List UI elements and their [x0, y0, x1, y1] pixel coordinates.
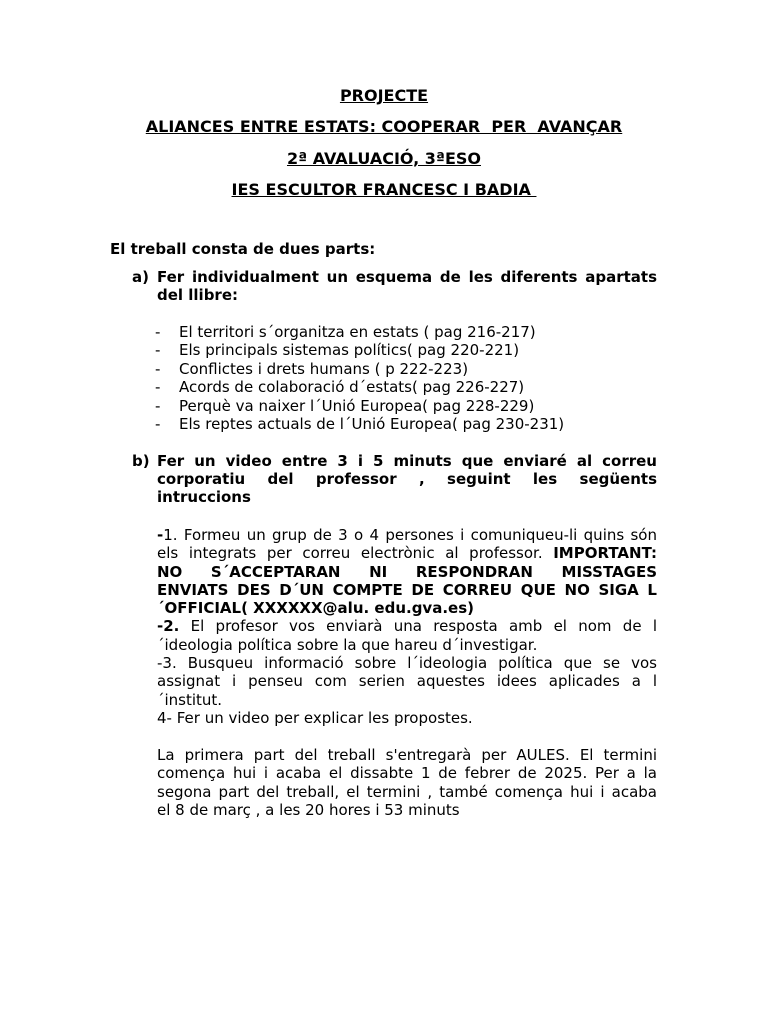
bullet-dash: -	[155, 396, 161, 415]
step-1-line-1	[157, 526, 657, 544]
part-a-line-1: Fer individualment un esquema de les diferents apartats	[157, 268, 657, 286]
list-item-text: Perquè va naixer l´Unió Europea( pag 228-229)	[179, 396, 535, 415]
step-1-line-2	[157, 544, 657, 562]
bullet-dash: -	[155, 359, 161, 378]
list-item	[155, 378, 564, 396]
important-label: IMPORTANT:	[553, 544, 657, 563]
chapter-list	[155, 323, 564, 433]
closing-line-3: segona part del treball, el termini , també comença hui i acaba	[157, 782, 657, 801]
bullet-dash: -	[155, 378, 161, 397]
closing-line-1: La primera part del treball s'entregarà per AULES. El termini	[157, 746, 657, 764]
document-title: PROJECTE	[339, 86, 429, 105]
part-a-heading	[157, 268, 657, 304]
step-2-text: El profesor vos enviarà una resposta amb el nom de l	[179, 617, 657, 636]
list-item	[155, 397, 564, 415]
list-item	[155, 415, 564, 433]
warning-line-1: NO S´ACCEPTARAN NI RESPONDRAN MISSTAGES	[157, 562, 657, 581]
part-b-line-2: corporatiu del professor , seguint les següents	[157, 470, 657, 488]
step-1-text: 1. Formeu un grup de 3 o 4 persones i comuniqueu-li quins són	[163, 526, 657, 544]
evaluation-heading: 2ª AVALUACIÓ, 3ªESO	[286, 149, 481, 168]
instructions-block	[157, 526, 657, 727]
step-3-line-2: assignat i penseu com serien aquestes idees aplicades a l	[157, 672, 657, 691]
list-item	[155, 360, 564, 378]
warning-line-2: ENVIATS DES D´UN COMPTE DE CORREU QUE NO SIGA L	[157, 580, 657, 599]
step-3-line-3: ´institut.	[157, 690, 223, 709]
list-item-text: El territori s´organitza en estats ( pag 216-217)	[179, 323, 536, 341]
part-b-line-1: Fer un video entre 3 i 5 minuts que enviaré al correu	[157, 452, 657, 470]
list-item-text: Els principals sistemas polítics( pag 220-221)	[179, 341, 520, 360]
part-b-marker: b)	[132, 452, 150, 470]
list-item-text: Acords de colaboració d´estats( pag 226-227)	[179, 378, 525, 397]
part-b-line-3: intruccions	[157, 488, 251, 506]
project-subtitle: ALIANCES ENTRE ESTATS: COOPERAR PER AVANÇAR	[145, 117, 623, 136]
closing-line-4: el 8 de març , a les 20 hores i 53 minuts	[157, 800, 460, 819]
intro-text: El treball consta de dues parts:	[110, 240, 376, 258]
bullet-dash: -	[155, 323, 161, 341]
warning-line-3: ´OFFICIAL( XXXXXX@alu. edu.gva.es)	[157, 599, 474, 618]
school-heading: IES ESCULTOR FRANCESC I BADIA	[231, 180, 537, 199]
list-item	[155, 341, 564, 359]
step-2-number: -2.	[157, 617, 180, 636]
part-a-marker: a)	[132, 268, 149, 286]
part-b-heading	[157, 452, 657, 506]
step-1-dash: -	[157, 526, 164, 544]
step-1-text-2: els integrats per correu electrònic al professor.	[157, 544, 554, 563]
list-item	[155, 323, 564, 341]
bullet-dash: -	[155, 341, 161, 360]
list-item-text: Els reptes actuals de l´Unió Europea( pag 230-231)	[179, 414, 565, 433]
step-2-line-1	[157, 617, 657, 635]
list-item-text: Conflictes i drets humans ( p 222-223)	[179, 359, 469, 378]
step-2-line-2: ´ideologia política sobre la que hareu d´investigar.	[157, 635, 538, 654]
step-4-line: 4- Fer un video per explicar les propostes.	[157, 708, 473, 727]
closing-paragraph	[157, 746, 657, 819]
part-a-line-2: del llibre:	[157, 286, 239, 304]
step-3-line-1: -3. Busqueu informació sobre l´ideologia política que se vos	[157, 654, 657, 673]
bullet-dash: -	[155, 414, 161, 433]
closing-line-2: comença hui i acaba el dissabte 1 de febrer de 2025. Per a la	[157, 764, 657, 783]
